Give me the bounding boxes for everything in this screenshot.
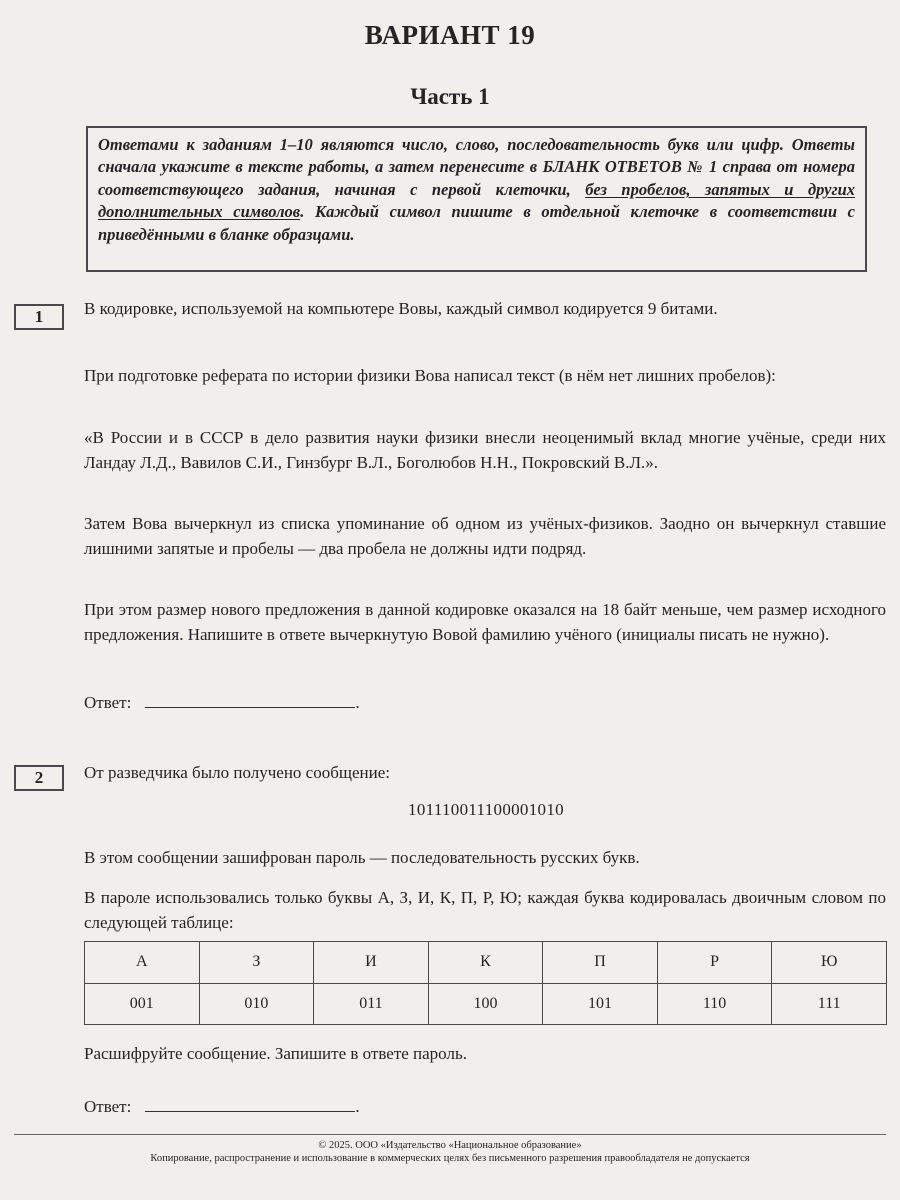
instructions-box [86, 126, 867, 272]
task-1-paragraph-4: Затем Вова вычеркнул из списка упоминание об одном из учёных-физиков. Заодно он вычеркнул ставшие лишними запятые и пробелы — два пробела не должны идти подряд. [84, 514, 886, 558]
task-2-answer [84, 1094, 360, 1119]
code-cell: 101 [543, 983, 658, 1025]
task-2-paragraph-4: Расшифруйте сообщение. Запишите в ответе пароль. [84, 1044, 467, 1063]
task-2-encoded-message: 101110011100001010 [408, 800, 564, 819]
task-1-answer-line[interactable] [145, 691, 355, 708]
task-2-answer-end: . [355, 1097, 360, 1116]
task-1-quote: «В России и в СССР в дело развития науки физики внесли неоценимый вклад многие учёные, среди них Ландау Л.Д., Вавилов С.И., Гинзбург В.Л., Боголюбов Н.Н., Покровский В.Л.». [84, 428, 886, 472]
letter-cell: А [85, 942, 200, 984]
task-1-answer-label: Ответ: [84, 693, 132, 712]
code-cell: 001 [85, 983, 200, 1025]
footer-copyright: © 2025. ООО «Издательство «Национальное образование» [318, 1140, 582, 1151]
letter-cell: Р [657, 942, 772, 984]
code-cell: 111 [772, 983, 887, 1025]
letters-row [85, 942, 887, 984]
task-2-paragraph-1: От разведчика было получено сообщение: [84, 763, 390, 782]
task-1-answer [84, 690, 360, 715]
task-2-paragraph-2: В этом сообщении зашифрован пароль — последовательность русских букв. [84, 848, 640, 867]
letter-cell: П [543, 942, 658, 984]
task-2-paragraph-3: В пароле использовались только буквы А, З, И, К, П, Р, Ю; каждая буква кодировалась двоичным словом по следующей таблице: [84, 888, 886, 932]
task-1-number: 1 [14, 304, 64, 330]
code-cell: 110 [657, 983, 772, 1025]
task-1-answer-end: . [355, 693, 360, 712]
footer-notice: Копирование, распространение и использование в коммерческих целях без письменного разрешения правообладателя не допускается [150, 1153, 750, 1164]
part-title: Часть 1 [410, 84, 490, 109]
task-1-paragraph-1: В кодировке, используемой на компьютере Вовы, каждый символ кодируется 9 битами. [84, 299, 718, 318]
code-cell: 010 [199, 983, 314, 1025]
codes-row [85, 983, 887, 1025]
task-1-paragraph-2: При подготовке реферата по истории физики Вова написал текст (в нём нет лишних пробелов): [84, 366, 776, 385]
code-cell: 011 [314, 983, 429, 1025]
letter-cell: З [199, 942, 314, 984]
footer-divider [14, 1134, 886, 1135]
task-2-number: 2 [14, 765, 64, 791]
task-2-answer-line[interactable] [145, 1095, 355, 1112]
letter-code-table [84, 941, 887, 1025]
task-1-paragraph-5: При этом размер нового предложения в данной кодировке оказался на 18 байт меньше, чем размер исходного предложения. Напишите в ответе вычеркнутую Вовой фамилию учёного (инициалы писать не нужно). [84, 600, 886, 644]
instructions-underlined: без пробелов, запятых и других дополнительных символов [98, 179, 856, 222]
task-2-answer-label: Ответ: [84, 1097, 132, 1116]
variant-title: ВАРИАНТ 19 [364, 20, 536, 50]
instructions-text-end: . Каждый символ пишите в отдельной клеточке в соответствии с приведёнными в бланке образцами. [98, 202, 855, 244]
letter-cell: К [428, 942, 543, 984]
instructions-text-start: Ответами к заданиям 1–10 являются число, слово, последовательность букв или цифр. Ответы сначала укажите в тексте работы, а затем перенесите в БЛАНК ОТВЕТОВ № 1 справа от номера соответствующего задания, начиная с первой клеточки, [98, 135, 855, 199]
letter-cell: Ю [772, 942, 887, 984]
letter-cell: И [314, 942, 429, 984]
code-cell: 100 [428, 983, 543, 1025]
